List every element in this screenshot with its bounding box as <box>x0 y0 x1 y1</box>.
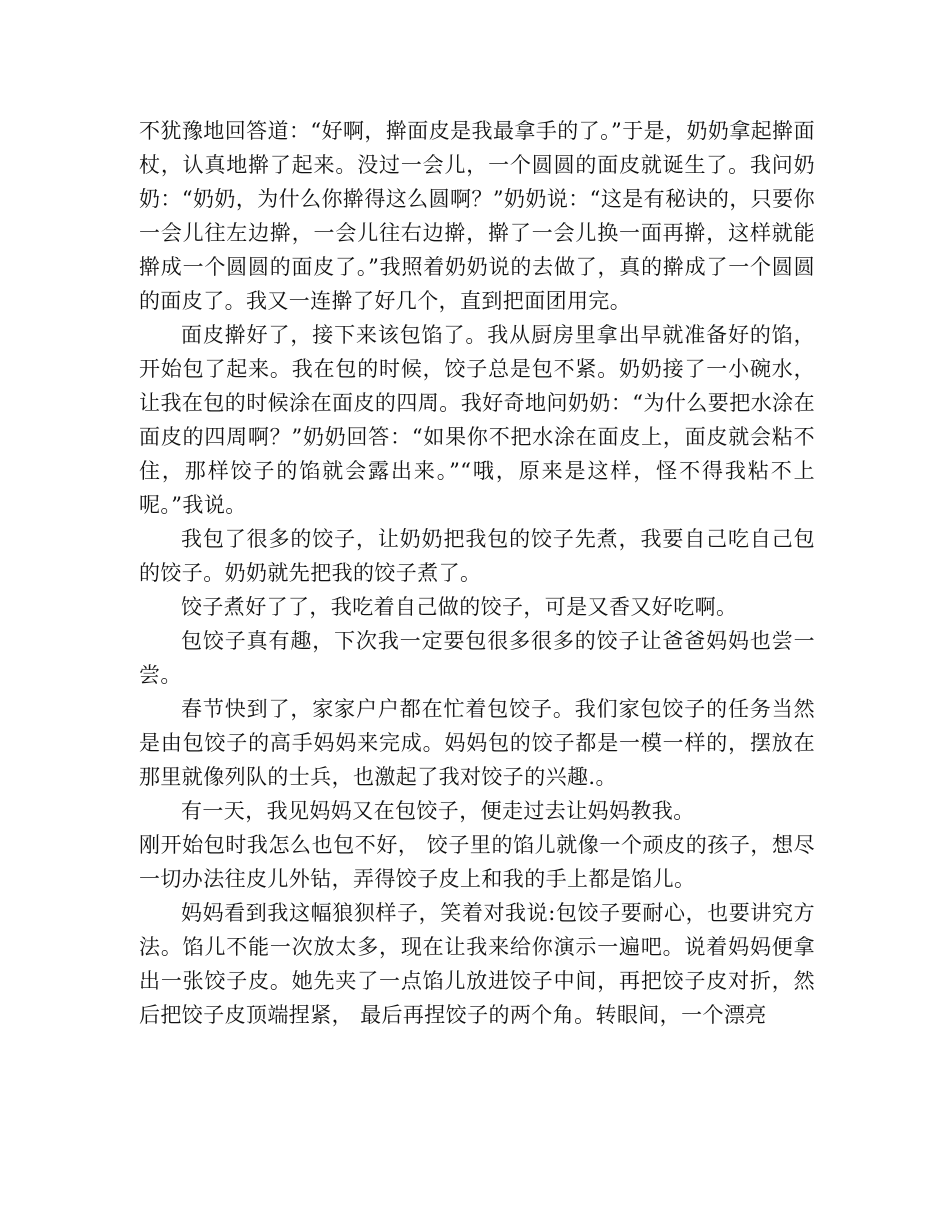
paragraph-mother-demonstrates: 妈妈看到我这幅狼狈样子，笑着对我说:包饺子要耐心，也要讲究方法。馅儿不能一次放太多，现在让我来给你演示一遍吧。说着妈妈便拿出一张饺子皮。她先夹了一点馅儿放进饺子中间，再把饺子皮对折，然后把饺子皮顶端捏紧， 最后再捏饺子的两个角。转眼间，一个漂亮 <box>139 901 815 1027</box>
paragraph-dumplings-fun: 包饺子真有趣，下次我一定要包很多很多的饺子让爸爸妈妈也尝一尝。 <box>139 629 815 687</box>
document-page <box>139 114 815 1032</box>
paragraph-cooking-own-dumplings: 我包了很多的饺子，让奶奶把我包的饺子先煮，我要自己吃自己包的饺子。奶奶就先把我的饺子煮了。 <box>139 527 815 585</box>
paragraph-spring-festival: 春节快到了，家家户户都在忙着包饺子。我们家包饺子的任务当然是由包饺子的高手妈妈来完成。妈妈包的饺子都是一模一样的，摆放在那里就像列队的士兵，也激起了我对饺子的兴趣.。 <box>139 697 815 789</box>
paragraph-eating-dumplings: 饺子煮好了了，我吃着自己做的饺子，可是又香又好吃啊。 <box>181 595 738 619</box>
paragraph-rolling-dough: 不犹豫地回答道：“好啊，擀面皮是我最拿手的了。”于是，奶奶拿起擀面杖，认真地擀了起来。没过一会儿，一个圆圆的面皮就诞生了。我问奶奶：“奶奶，为什么你擀得这么圆啊？”奶奶说：“这是有秘诀的，只要你一会儿往左边擀，一会儿往右边擀，擀了一会儿换一面再擀，这样就能擀成一个圆圆的面皮了。”我照着奶奶说的去做了，真的擀成了一个圆圆的面皮了。我又一连擀了好几个，直到把面团用完。 <box>139 119 815 313</box>
paragraph-wrapping-filling: 面皮擀好了，接下来该包馅了。我从厨房里拿出早就准备好的馅，开始包了起来。我在包的时候，饺子总是包不紧。奶奶接了一小碗水，让我在包的时候涂在面皮的四周。我好奇地问奶奶：“为什么要把水涂在面皮的四周啊？”奶奶回答：“如果你不把水涂在面皮上，面皮就会粘不住，那样饺子的馅就会露出来。”“哦，原来是这样，怪不得我粘不上呢。”我说。 <box>139 323 815 517</box>
paragraph-one-day: 有一天，我见妈妈又在包饺子，便走过去让妈妈教我。 <box>181 799 695 823</box>
paragraph-first-attempt: 刚开始包时我怎么也包不好， 饺子里的馅儿就像一个顽皮的孩子，想尽一切办法往皮儿外钻，弄得饺子皮上和我的手上都是馅儿。 <box>139 833 815 891</box>
